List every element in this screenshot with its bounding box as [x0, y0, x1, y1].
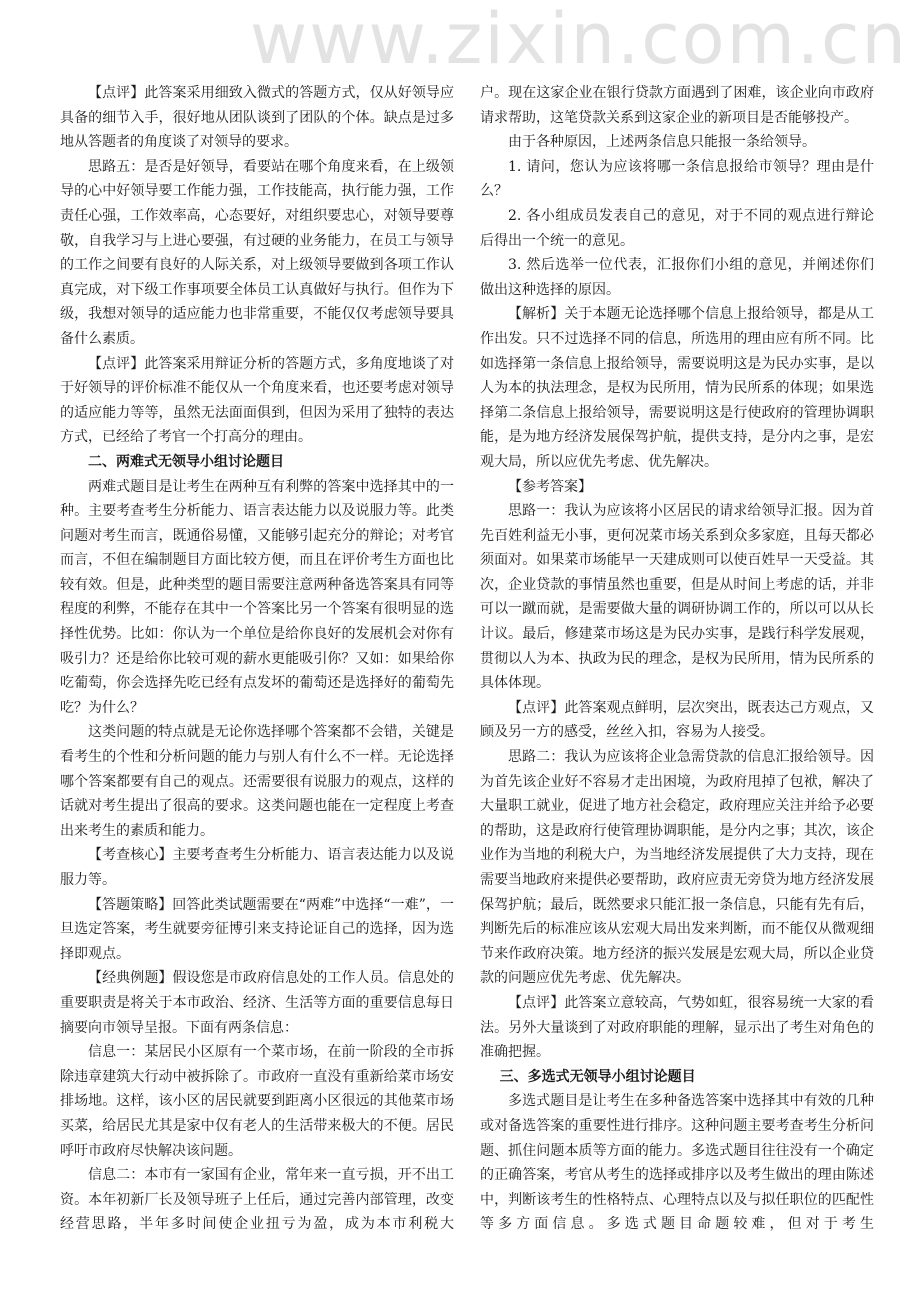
info-two-paragraph: 信息二：本市有一家国有企业，常年来一直亏损，开不出工资。本年初新厂长及领导班子上任后，通过完善内部管理，改变经营思路，半年多时间使企业扭亏为盈，成为本市利税大	[60, 1167, 454, 1233]
approach-two-paragraph: 思路二：我认为应该将企业急需贷款的信息汇报给领导。因为首先该企业好不容易才走出困境，为政府甩掉了包袱，解决了大量职工就业，促进了地方社会稳定，政府理应关注并给予必要的帮助，这是政府行使管理协调职能，是分内之事；其次，该企业作为当地的利税大户，为当地经济发展提供了大力支持，现在需要当地政府来提供必要帮助，政府应责无旁贷为地方经济发展保驾护航；最后，既然要求只能汇报一条信息，只能有先有后，判断先后的标准应该从宏观大局出发来判断，而不能仅从微观细节来作政府决策。地方经济的振兴发展是宏观大局，所以企业贷款的问题应优先考虑、优先解决。	[480, 749, 874, 987]
body-paragraph: 这类问题的特点就是无论你选择哪个答案都不会错，关键是看考生的个性和分析问题的能力与别人有什么不一样。无论选择哪个答案都要有自己的观点。还需要很有说服力的观点，这样的话就对考生提出了很高的要求。这类问题也能在一定程度上考查出来考生的素质和能力。	[60, 724, 454, 839]
body-paragraph: 两难式题目是让考生在两种互有利弊的答案中选择其中的一种。主要考查考生分析能力、语言表达能力以及说服力等。此类问题对考生而言，既通俗易懂，又能够引起充分的辩论；对考官而言，不但在编制题目方面比较方便，而且在评价考生方面也比较有效。但是，此种类型的题目需要注意两种备选答案具有同等程度的利弊，不能存在其中一个答案比另一个答案有很明显的选择性优势。比如：你认为一个单位是给你良好的发展机会对你有吸引力？还是给你比较可观的薪水更能吸引你？又如：如果给你吃葡萄，你会选择先吃已经有点发坏的葡萄还是选择好的葡萄先吃？为什么？	[60, 478, 454, 716]
section-heading-multiple-choice: 三、多选式无领导小组讨论题目	[499, 1068, 696, 1085]
analysis-paragraph: 【解析】关于本题无论选择哪个信息上报给领导，都是从工作出发。只不过选择不同的信息，所选用的理由应有所不同。比如选择第一条信息上报给领导，需要说明这是为民办实事，是以人为本的执法理念，是权为民所用，情为民所系的体现；如果选择第二条信息上报给领导，需要说明这是行使政府的管理协调职能，是为地方经济发展保驾护航，提供支持，是分内之事，是宏观大局，所以应优先考虑、优先解决。	[480, 306, 874, 470]
info-one-paragraph: 信息一：某居民小区原有一个菜市场，在前一阶段的全市拆除违章建筑大行动中被拆除了。市政府一直没有重新给菜市场安排场地。这样，该小区的居民就要到距离小区很远的其他菜市场买菜，给居民尤其是家中仅有老人的生活带来极大的不便。居民呼吁市政府尽快解决该问题。	[60, 1044, 454, 1159]
exam-core-paragraph: 【考查核心】主要考查考生分析能力、语言表达能力以及说服力等。	[60, 847, 454, 888]
comment-paragraph: 【点评】此答案采用辩证分析的答题方式，多角度地谈了对于好领导的评价标准不能仅从一个角度来看，也还要考虑对领导的适应能力等等，虽然无法面面俱到，但因为采用了独特的表达方式，已经给了考官一个打高分的理由。	[60, 355, 454, 446]
approach-one-paragraph: 思路一：我认为应该将小区居民的请求给领导汇报。因为首先百姓利益无小事，更何况菜市场关系到众多家庭，且每天都必须面对。如果菜市场能早一天建成则可以使百姓早一天受益。其次，企业贷款的事情虽然也重要，但是从时间上考虑的话，并非可以一蹴而就，是需要做大量的调研协调工作的，所以可以从长计议。最后，修建菜市场这是为民办实事，是践行科学发展观，贯彻以人为本、执政为民的理念，是权为民所用，情为民所系的具体体现。	[480, 503, 874, 692]
info-two-continued: 户。现在这家企业在银行贷款方面遇到了困难，该企业向市政府请求帮助，这笔贷款关系到这家企业的新项目是否能够投产。	[480, 85, 874, 126]
comment-paragraph: 【点评】此答案立意较高，气势如虹，很容易统一大家的看法。另外大量谈到了对政府职能的理解，显示出了考生对角色的准确把握。	[480, 994, 874, 1061]
comment-paragraph: 【点评】此答案采用细致入微式的答题方式，仅从好领导应具备的细节入手，很好地从团队谈到了团队的个体。缺点是过多地从答题者的角度谈了对领导的要求。	[60, 85, 454, 151]
question-item: 2. 各小组成员发表自己的意见，对于不同的观点进行辩论后得出一个统一的意见。	[480, 207, 874, 249]
body-paragraph: 多选式题目是让考生在多种备选答案中选择其中有效的几种或对备选答案的重要性进行排序。这种问题主要考查考生分析问题、抓住问题本质等方面的能力。多选式题目往往没有一个确定的正确答案，考官从考生的选择或排序以及考生做出的理由陈述中，判断该考生的性格特点、心理特点以及与拟任职位的匹配性等多方面信息。多选式题目命题较难，但对于考生	[480, 1093, 874, 1233]
right-column	[480, 81, 874, 1237]
question-item: 1. 请问，您认为应该将哪一条信息报给市领导？理由是什么？	[480, 158, 874, 200]
body-paragraph: 由于各种原因，上述两条信息只能报一条给领导。	[508, 134, 816, 151]
comment-paragraph: 【点评】此答案观点鲜明，层次突出，既表达己方观点，又顾及另一方的感受，丝丝入扣，容易为人接受。	[480, 699, 874, 741]
question-item: 3. 然后选举一位代表，汇报你们小组的意见，并阐述你们做出这种选择的原因。	[480, 257, 874, 298]
section-heading-dilemma: 二、两难式无领导小组讨论题目	[88, 453, 284, 470]
left-column	[60, 81, 454, 1237]
strategy-paragraph: 【答题策略】回答此类试题需要在“两难”中选择“一难”，一旦选定答案，考生就要旁征博引来支持论证自己的选择，因为选择即观点。	[60, 896, 454, 962]
reference-answer-label: 【参考答案】	[508, 478, 592, 495]
approach-five-paragraph: 思路五：是否是好领导，看要站在哪个角度来看，在上级领导的心中好领导要工作能力强，工作技能高，执行能力强，工作责任心强，工作效率高，心态要好，对组织要忠心，对领导要尊敬，自我学习与上进心要强，有过硬的业务能力，在员工与领导的工作之间要有良好的人际关系，对上级领导要做到各项工作认真完成，对下级工作事项要全体员工认真做好与执行。但作为下级，我想对领导的适应能力也非常重要，不能仅仅考虑领导要具备什么素质。	[60, 158, 454, 347]
example-paragraph: 【经典例题】假设您是市政府信息处的工作人员。信息处的重要职责是将关于本市政治、经济、生活等方面的重要信息每日摘要向市领导呈报。下面有两条信息：	[60, 970, 454, 1036]
watermark: www.zixin.com.cn	[250, 0, 908, 80]
